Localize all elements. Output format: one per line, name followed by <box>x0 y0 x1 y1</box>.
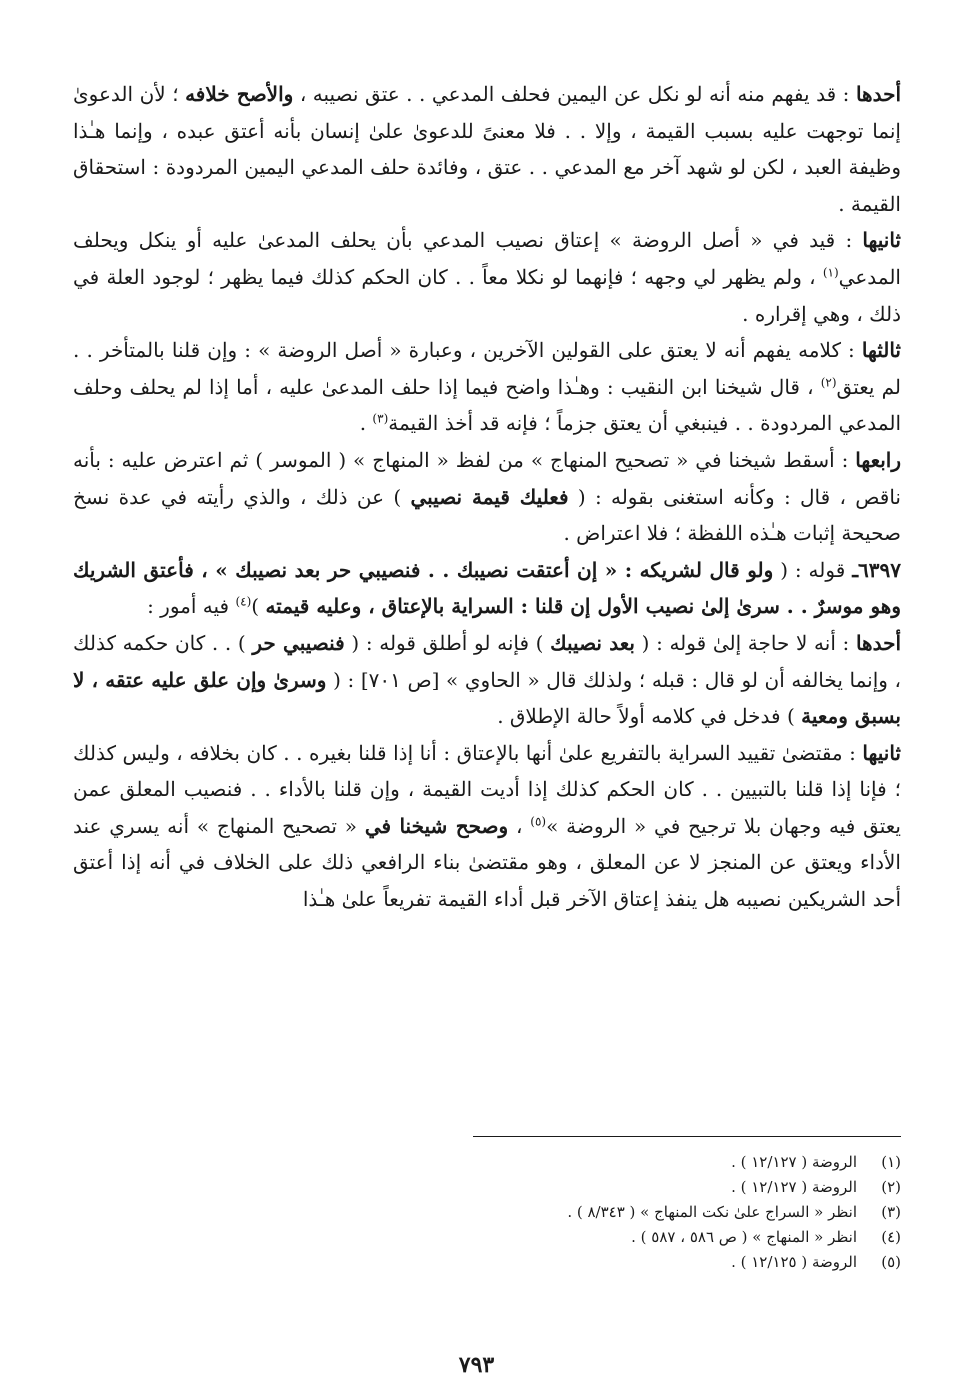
footnotes <box>73 1150 901 1275</box>
paragraph-4 <box>73 442 901 552</box>
footnote-text: انظر « السراج علىٰ نكت المنهاج » ( ٨/٣٤٣ ) . <box>567 1203 857 1221</box>
paragraph-1 <box>73 76 901 222</box>
footnote-item <box>73 1200 901 1225</box>
paragraph-text: : أسقط شيخنا في « تصحيح المنهاج » من لفظ « المنهاج » ( الموسر ) ثم اعترض عليه : بأنه ناقص ، قال : وكأنه استغنى بقوله : ( <box>73 447 901 509</box>
footnote-ref: (٤) <box>235 594 252 609</box>
paragraph-6 <box>73 625 901 735</box>
paragraph-text: : قد يفهم منه أنه لو نكل عن اليمين فحلف المدعي . . عتق نصيبه ، <box>293 82 856 106</box>
footnote-number: (٥) <box>881 1253 901 1271</box>
paragraph-text: ، قال شيخنا ابن النقيب : وهـٰذا واضح فيما إذا حلف المدعىٰ عليه ، أما إذا لم يحلف وحلف المدعي المردودة . . فينبغي أن يعتق جزماً ؛ فإنه قد أخذ القيمة <box>73 374 901 436</box>
paragraph-lead: أحدها <box>855 82 901 106</box>
footnote-text: الروضة ( ١٢/١٢٧ ) . <box>731 1178 857 1196</box>
paragraph-bold: وسرىٰ وإن علق عليه عتقه ، لا بسبق ومعية <box>73 667 901 729</box>
paragraph-text: . <box>359 411 373 436</box>
paragraph-bold: فعليك قيمة نصيبي <box>410 484 569 509</box>
paragraph-3 <box>73 332 901 442</box>
paragraph-text: ؛ لأن الدعوىٰ إنما توجهت عليه بسبب القيمة ، وإلا . . فلا معنىً للدعوىٰ علىٰ إنسان بأنه أعتق عبده ، وإنما هـٰذا وظيفة العبد ، لكن لو شهد آخر مع المدعي . . عتق ، وفائدة حلف المدعي اليمين المردودة : استحقاق القيمة . <box>73 82 901 216</box>
footnote-text: الروضة ( ١٢/١٢٥ ) . <box>731 1253 857 1271</box>
paragraph-text: ) عن ذلك ، والذي رأيته في عدة نسخ صحيحة إثبات هـٰذه اللفظة ؛ فلا اعتراض . <box>73 484 901 546</box>
footnote-item <box>73 1250 901 1275</box>
paragraph-text: : مقتضىٰ تقييد السراية بالتفريع علىٰ أنها بالإعتاق : أنا إذا قلنا بغيره . . كان بخلافه ، وليس كذلك ؛ فإنا إذا قلنا بالتبيين . . كان الحكم كذلك إذا أديت القيمة ، وإن قلنا بالأداء . . فنصيب المعلق عمن يعتق فيه وجهان بلا ترجيح في « الروضة » <box>73 740 902 838</box>
footnote-ref: (٢) <box>820 375 837 390</box>
paragraph-text: ) فدخل في كلامه أولاً حالة الإطلاق . <box>497 704 802 729</box>
paragraph-2 <box>73 222 901 332</box>
paragraph-text: « تصحيح المنهاج » أنه يسري عند الأداء ويعتق عن المنجز لا عن المعلق ، وهو مقتضىٰ بناء الرافعي ذلك على الخلاف في أنه إذا أعتق أحد الشريكين نصيبه هل ينفذ إعتاق الآخر قبل أداء القيمة تفريعاً علىٰ هـٰذا <box>73 813 901 912</box>
paragraph-lead: ثالثها <box>861 338 901 363</box>
paragraph-lead: ثانيها <box>862 740 901 765</box>
footnote-number: (٣) <box>881 1203 901 1221</box>
footnote-ref: (٣) <box>372 411 389 426</box>
footnote-number: (١) <box>881 1153 901 1171</box>
paragraph-7 <box>73 735 901 918</box>
footnote-separator <box>473 1136 901 1137</box>
footnote-number: (٤) <box>881 1228 901 1246</box>
footnote-text: انظر « المنهاج » ( ص ٥٨٦ ، ٥٨٧ ) . <box>631 1228 857 1246</box>
paragraph-lead: رابعها <box>855 447 901 472</box>
paragraph-5 <box>73 552 901 625</box>
paragraph-bold: ولو قال لشريكه : « إن أعتقت نصيبك . . فنصيبي حر بعد نصيبك » ، فأعتق الشريك وهو موسرٌ . . سرىٰ إلىٰ نصيب الأول إن قلنا : السراية بالإعتاق ، وعليه قيمته <box>73 557 901 619</box>
footnote-number: (٢) <box>881 1178 901 1196</box>
page-number: ٧٩٣ <box>458 1352 495 1378</box>
paragraph-text: ، ولم يظهر لي وجهه ؛ فإنهما لو نكلا معاً . . كان الحكم كذلك فيما يظهر ؛ لوجود العلة في ذلك ، وهي إقراره . <box>73 264 901 326</box>
paragraph-lead: ثانيها <box>862 228 901 253</box>
paragraph-bold: بعد نصيبك <box>550 630 635 655</box>
paragraph-bold: فنصيبي حر <box>252 630 345 655</box>
paragraph-text: : أنه لا حاجة إلىٰ قوله : ( <box>634 630 856 655</box>
footnote-item <box>73 1225 901 1250</box>
footnote-ref: (١) <box>822 265 839 280</box>
paragraph-text: ) فإنه لو أطلق قوله : ( <box>344 630 551 655</box>
paragraph-text: قوله : ( <box>773 557 853 582</box>
main-text <box>73 76 901 918</box>
footnote-ref: (٥) <box>530 814 547 829</box>
paragraph-text: ) <box>251 594 266 619</box>
paragraph-bold: والأصح خلافه <box>185 82 294 106</box>
paragraph-text: : كلامه يفهم أنه لا يعتق على القولين الآخرين ، وعبارة « أصل الروضة » : وإن قلنا بالمتأخر . . لم يعتق <box>73 338 901 399</box>
footnote-text: الروضة ( ١٢/١٢٧ ) . <box>731 1153 857 1171</box>
paragraph-text: : قيد في « أصل الروضة » إعتاق نصيب المدعي بأن يحلف المدعىٰ عليه أو ينكل ويحلف المدعي <box>73 228 901 289</box>
footnote-item <box>73 1175 901 1200</box>
paragraph-lead: ٦٣٩٧ـ <box>852 557 902 582</box>
paragraph-text: فيه أمور : <box>147 594 236 619</box>
paragraph-text: ) . . كان حكمه كذلك ، وإنما يخالفه أن لو قال : قبله ؛ ولذلك قال « الحاوي » [ص ٧٠١] : ( <box>73 630 901 692</box>
paragraph-bold: وصحح شيخنا في <box>364 813 509 838</box>
paragraph-lead: أحدها <box>855 630 901 655</box>
paragraph-text: ، <box>508 813 531 838</box>
footnote-item <box>73 1150 901 1175</box>
